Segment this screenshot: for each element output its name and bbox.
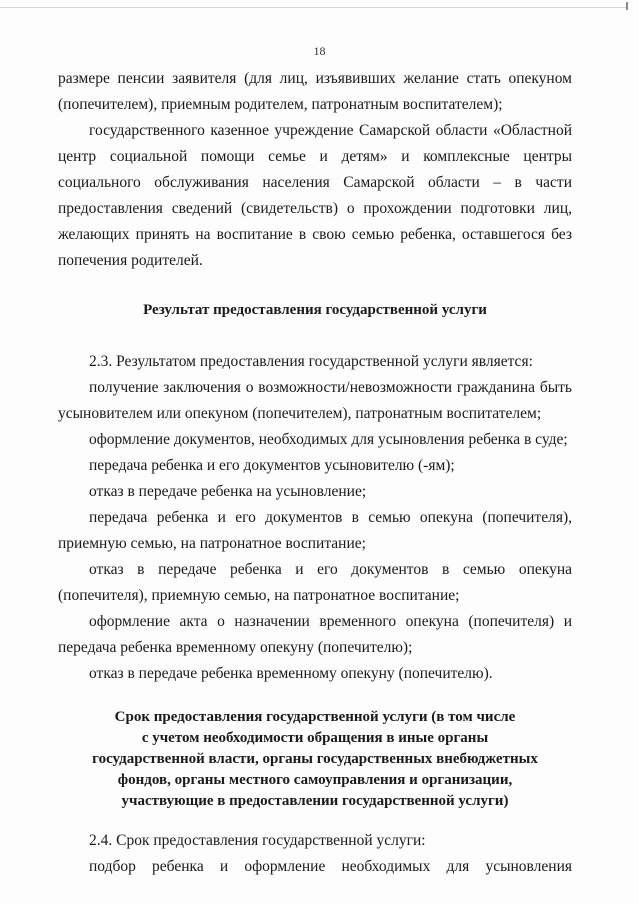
scan-top-edge bbox=[0, 7, 628, 8]
section-heading-term: Срок предоставления государственной услуги (в том числе с учетом необходимости обращения в иные органы государственной власти, органы государственных внебюджетных фондов, органы местного самоуправления и организации, участвующие в предоставлении государственной услуги) bbox=[92, 709, 538, 809]
list-item-transfer-adopter: передача ребенка и его документов усыновителю (-ям); bbox=[89, 457, 455, 474]
list-item-refusal-guardian: отказ в передаче ребенка и его документов в семью опекуна (попечителя), приемную семью, на патронатное воспитание; bbox=[58, 561, 572, 604]
paragraph-term-selection: подбор ребенка и оформление необходимых для усыновления bbox=[89, 858, 572, 875]
page-number: 18 bbox=[313, 44, 326, 58]
paragraph-result-intro: 2.3. Результатом предоставления государственной услуги является: bbox=[89, 353, 533, 370]
list-item-documents-court: оформление документов, необходимых для усыновления ребенка в суде; bbox=[89, 431, 568, 448]
paragraph-social-center: государственного казенное учреждение Самарской области «Областной центр социальной помощи семье и детям» и комплексные центры социального обслуживания населения Самарской области – в части предоставления сведений (свидетельств) о прохождении подготовки лиц, желающих принять на воспитание в свою семью ребенка, оставшегося без попечения родителей. bbox=[58, 122, 572, 269]
list-item-transfer-guardian: передача ребенка и его документов в семью опекуна (попечителя), приемную семью, на патронатное воспитание; bbox=[58, 509, 572, 552]
paragraph-pension-size: размере пенсии заявителя (для лиц, изъявивших желание стать опекуном (попечителем), приемным родителем, патронатным воспитателем); bbox=[58, 70, 572, 113]
list-item-refusal-temporary-guardian: отказ в передаче ребенка временному опекуну (попечителю). bbox=[89, 665, 493, 682]
section-heading-result: Результат предоставления государственной услуги bbox=[143, 302, 487, 318]
list-item-conclusion: получение заключения о возможности/невозможности гражданина быть усыновителем или опекуном (попечителем), патронатным воспитателем; bbox=[58, 379, 572, 422]
scan-corner-mark bbox=[626, 2, 628, 10]
document-body bbox=[58, 66, 572, 880]
list-item-temporary-guardian-act: оформление акта о назначении временного опекуна (попечителя) и передача ребенка временному опекуну (попечителю); bbox=[58, 613, 572, 656]
list-item-refusal-adoption: отказ в передаче ребенка на усыновление; bbox=[89, 483, 367, 500]
paragraph-term-intro: 2.4. Срок предоставления государственной услуги: bbox=[89, 832, 426, 849]
